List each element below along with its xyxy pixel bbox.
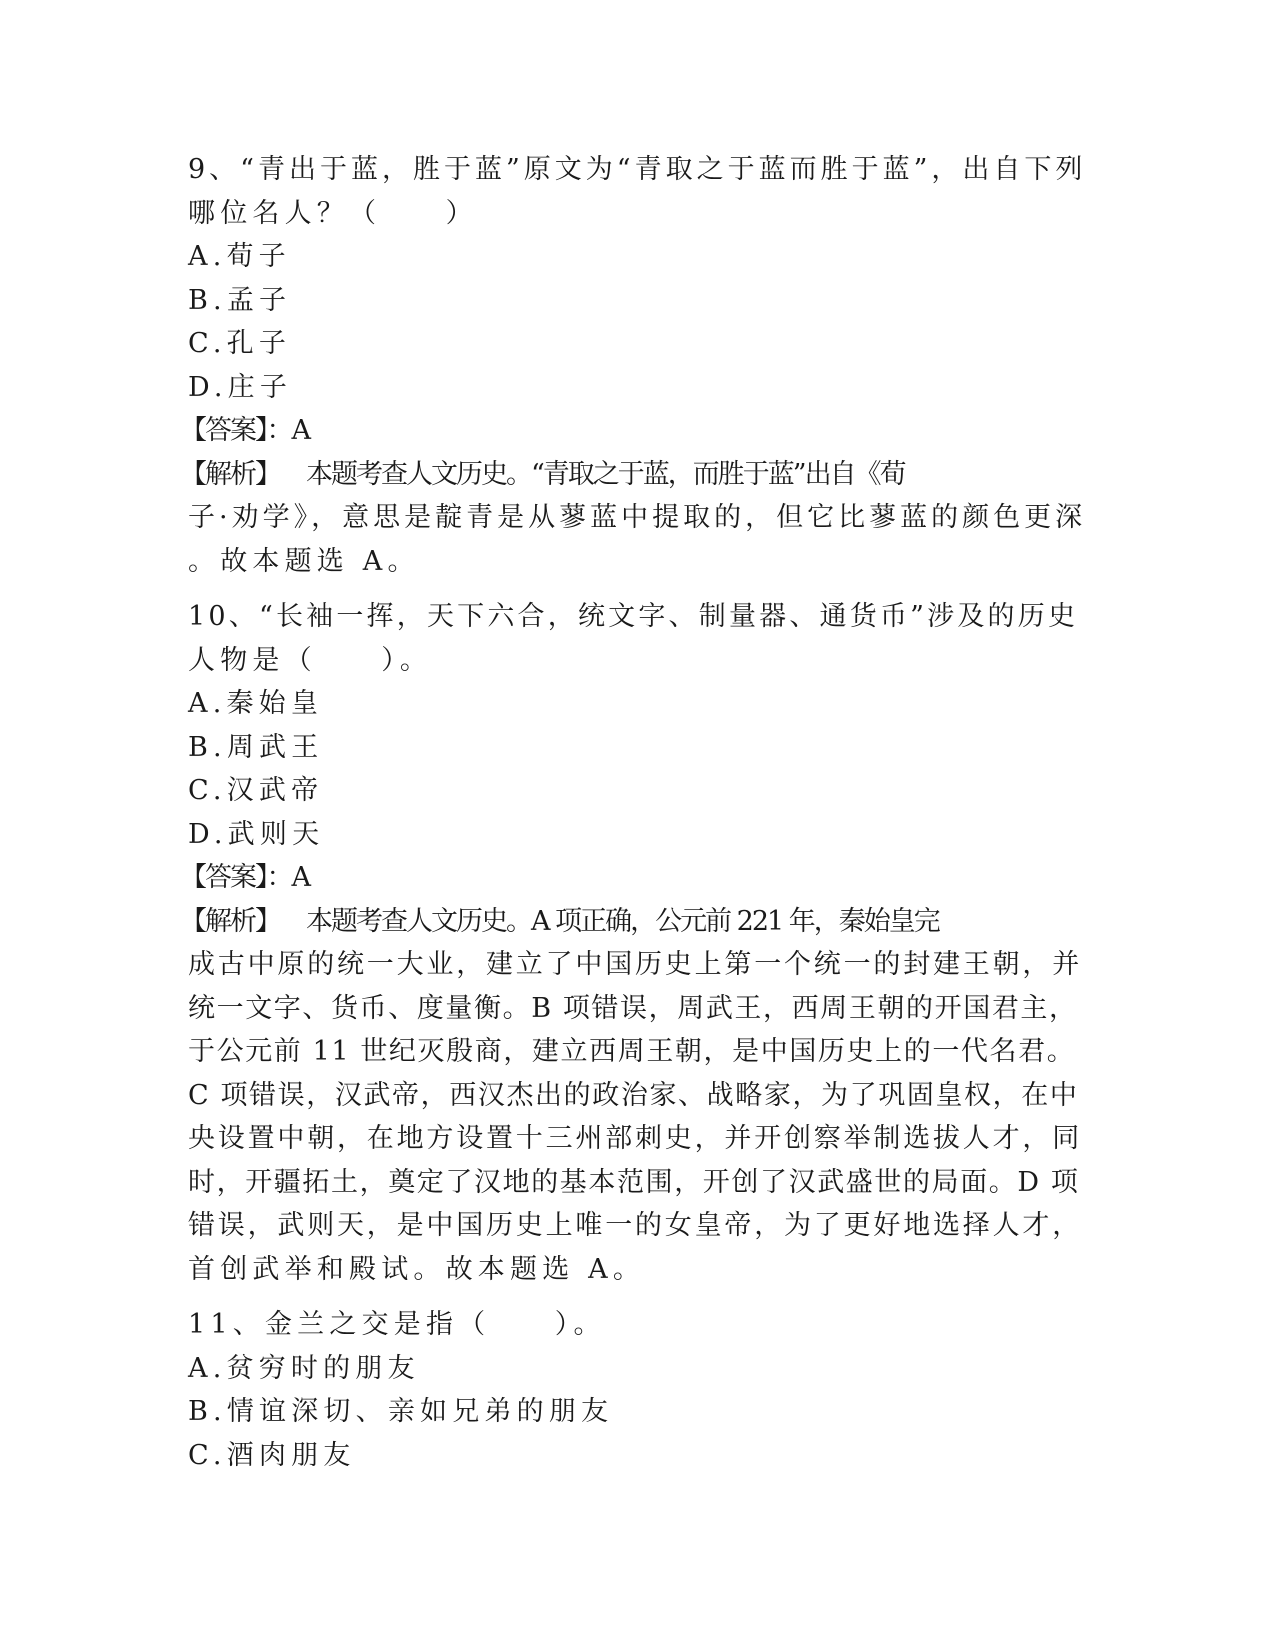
- option-b: B.情谊深切、亲如兄弟的朋友: [188, 1396, 614, 1427]
- analysis-text: 成古中原的统一大业，建立了中国历史上第一个统一的封建王朝，并: [188, 949, 1082, 980]
- analysis-text: 。故本题选 A。: [188, 545, 420, 577]
- answer-label: 【答案】：: [180, 862, 292, 893]
- answer-line: [180, 409, 1088, 453]
- option-b: B.孟子: [188, 284, 292, 316]
- option-c: C.汉武帝: [188, 775, 324, 806]
- question-10: [180, 595, 1088, 1291]
- option-a: A.荀子: [188, 241, 291, 272]
- option-a: A.贫穷时的朋友: [188, 1352, 420, 1384]
- analysis-text: 统一文字、货币、度量衡。B 项错误，周武王，西周王朝的开国君主，: [188, 992, 1078, 1024]
- analysis-label: 【解析】: [180, 905, 280, 937]
- analysis-label: 【解析】: [180, 458, 280, 490]
- question-stem-line: 哪位名人？（ ）: [188, 197, 478, 229]
- analysis-text: 于公元前 11 世纪灭殷商，建立西周王朝，是中国历史上的一代名君。: [188, 1036, 1076, 1067]
- option-b: B.周武王: [188, 731, 324, 763]
- question-11: [188, 1303, 1088, 1477]
- answer-line: [180, 856, 1088, 900]
- analysis-text: 错误，武则天，是中国历史上唯一的女皇帝，为了更好地选择人才，: [188, 1210, 1082, 1241]
- question-stem-line: 9、“青出于蓝，胜于蓝”原文为“青取之于蓝而胜于蓝”，出自下列: [188, 154, 1087, 185]
- analysis-text: C 项错误，汉武帝，西汉杰出的政治家、战略家，为了巩固皇权，在中: [188, 1079, 1079, 1111]
- option-a: A.秦始皇: [188, 688, 324, 719]
- option-d: D.庄子: [188, 371, 293, 403]
- analysis-text: 子·劝学》，意思是靛青是从蓼蓝中提取的，但它比蓼蓝的颜色更深: [188, 502, 1087, 533]
- option-c: C.孔子: [188, 328, 292, 359]
- question-stem-line: 人物是（ ）。: [188, 644, 433, 676]
- analysis-text: 首创武举和殿试。故本题选 A。: [188, 1253, 646, 1285]
- analysis-text: 本题考查人文历史。“青取之于蓝，而胜于蓝”出自《荀: [306, 458, 905, 490]
- option-c: C.酒肉朋友: [188, 1439, 356, 1471]
- question-9: [180, 148, 1088, 583]
- question-stem-line: 11、金兰之交是指（ ）。: [188, 1309, 606, 1340]
- answer-value: A: [291, 415, 309, 446]
- option-d: D.武则天: [188, 818, 325, 850]
- answer-value: A: [291, 862, 309, 893]
- analysis-text: 时，开疆拓土，奠定了汉地的基本范围，开创了汉武盛世的局面。D 项: [188, 1166, 1080, 1198]
- analysis-text: 本题考查人文历史。A 项正确，公元前 221 年，秦始皇完: [306, 905, 939, 937]
- question-stem-line: 10、“长袖一挥，天下六合，统文字、制量器、通货币”涉及的历史: [188, 601, 1079, 632]
- analysis-line: [180, 453, 1088, 497]
- analysis-text: 央设置中朝，在地方设置十三州部刺史，并开创察举制选拔人才，同: [188, 1123, 1082, 1154]
- analysis-line: [180, 900, 1088, 944]
- answer-label: 【答案】：: [180, 415, 292, 446]
- document-page: [180, 148, 1088, 1489]
